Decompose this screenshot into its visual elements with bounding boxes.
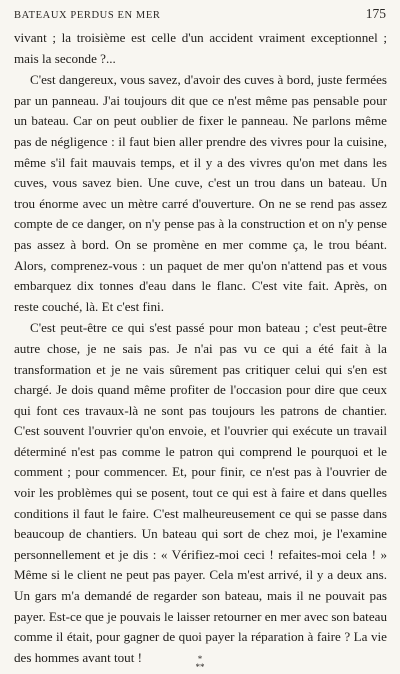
section-break-asterism xyxy=(0,655,400,671)
paragraph-cuves-danger: C'est dangereux, vous savez, d'avoir des cuves à bord, juste fermées par un panneau. J'ai toujours dit que ce n'est même pas pensable pour un bateau. Car on peut oublier de fixer le panneau. Ne parlons même pas de négligence : il faut bien aller prendre des vivres pour la cuisine, même s'il fait mauvais temps, et il y a des vivres qu'on met dans les cuves, vous savez bien. Une cuve, c'est un trou dans un bateau. Un trou énorme avec un mètre carré d'ouverture. On ne se rend pas assez compte de ce danger, on n'y pense pas à la construction et on n'y pense pas assez à bord. On se promène en mer comme ça, le trou béant. Alors, comprenez-vous : un paquet de mer qu'on n'attend pas et vous embarquez dix tonnes d'eau dans le flanc. C'est vite fait. Après, on reste couché, là. Et c'est fini. xyxy=(14,72,387,314)
asterism-top: * xyxy=(197,654,203,664)
body-text xyxy=(14,28,387,668)
paragraph-continuation: vivant ; la troisième est celle d'un accident vraiment exceptionnel ; mais la seconde ?... xyxy=(14,30,387,66)
paragraph-chantier: C'est peut-être ce qui s'est passé pour mon bateau ; c'est peut-être autre chose, je ne sais pas. Je n'ai pas vu ce qui a été fait à la transformation et je ne vais sûrement pas critiquer celui qui s'en est chargé. Je dois quand même profiter de l'occasion pour dire que ceux qui font ces travaux-là ne sont pas toujours les patrons de chantier. C'est souvent l'ouvrier qu'on envoie, et l'ouvrier qui exécute un travail déterminé n'est pas comme le patron qui comprend le pourquoi et le comment ; pour commencer. Et, pour finir, ce n'est pas à l'ouvrier de voir les problèmes qui se posent, tout ce qui est à faire et dans quelles conditions il faut le faire. C'est malheureusement ce qui se passe dans beaucoup de chantiers. Un bateau qui sort de chez moi, je l'examine personnellement et je dis : « Vérifiez-moi ceci ! refaites-moi cela ! » Même si le client ne peut pas payer. Cela m'est arrivé, il y a deux ans. Un gars m'a demandé de regarder son bateau, mais il ne pouvait pas payer. Est-ce que je pouvais le laisser retourner en mer avec son bateau comme il était, pour gagner de quoi payer la réparation à faire ? La vie des hommes avant tout ! xyxy=(14,320,387,665)
asterism-bottom: ** xyxy=(195,662,205,672)
running-head xyxy=(14,4,386,26)
running-title: BATEAUX PERDUS EN MER xyxy=(14,10,161,21)
page-number: 175 xyxy=(365,6,386,21)
